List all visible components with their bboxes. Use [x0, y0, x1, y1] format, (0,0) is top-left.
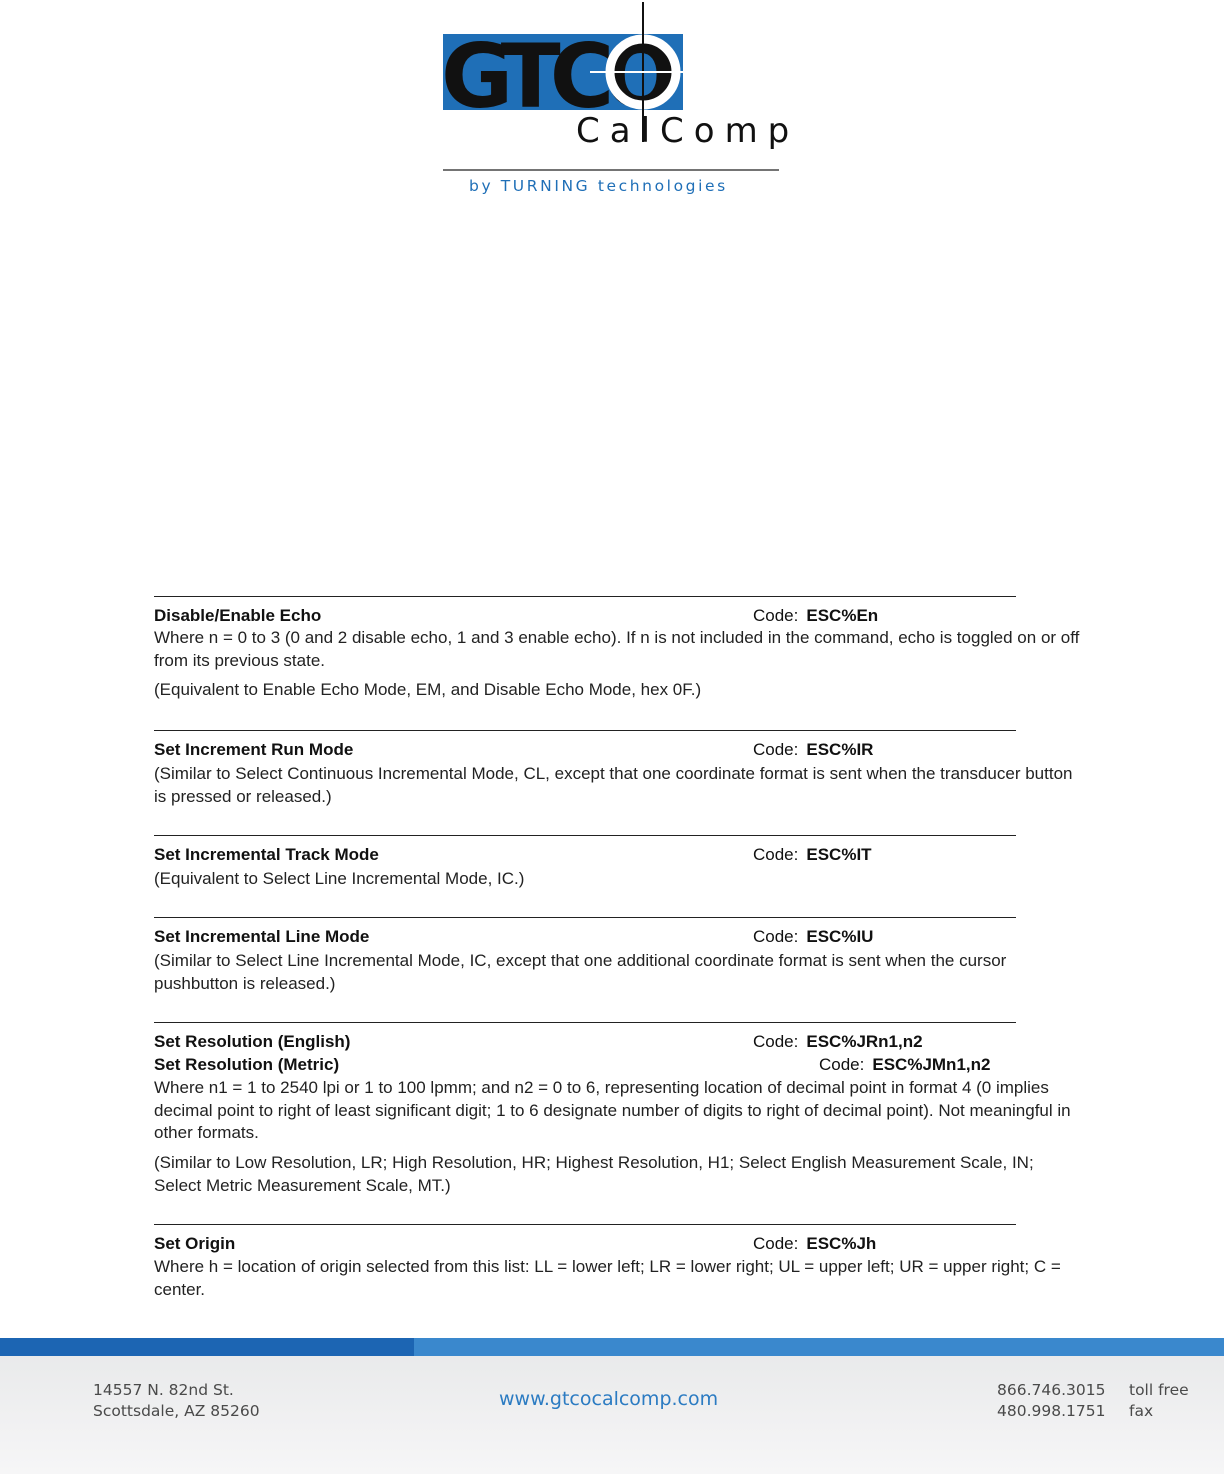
gtco-calcomp-logo-graphic	[440, 0, 790, 200]
section-code: Code: ESC%Jh	[753, 1234, 877, 1253]
section-code: Code: ESC%IU	[753, 927, 874, 946]
section-title: Set Incremental Line Mode	[154, 927, 370, 946]
command-code: ESC%JMn1,n2	[872, 1055, 991, 1074]
section-paragraph: (Equivalent to Enable Echo Mode, EM, and Disable Echo Mode, hex 0F.)	[154, 680, 702, 699]
section-paragraph: (Similar to Select Line Incremental Mode, IC, except that one additional coordinate format is sent when the cursor pushbutton is released.)	[154, 951, 1007, 993]
section-divider	[154, 596, 1016, 597]
command-code: ESC%JRn1,n2	[806, 1032, 923, 1051]
section-code: Code: ESC%IR	[753, 740, 874, 759]
footer-website-link[interactable]: www.gtcocalcomp.com	[499, 1388, 719, 1410]
command-code: ESC%En	[806, 606, 879, 625]
section-code: Code: ESC%En	[753, 606, 879, 625]
command-code: ESC%IU	[806, 927, 874, 946]
logo-tagline: by TURNING technologies	[469, 177, 728, 195]
phone-toll-free: 866.746.3015	[997, 1381, 1106, 1399]
command-code: ESC%IR	[806, 740, 874, 759]
section-code-metric: Code: ESC%JMn1,n2	[819, 1055, 991, 1074]
section-paragraph: Where h = location of origin selected from this list: LL = lower left; LR = lower right; UL = upper left; UR = upper right; C = center.	[154, 1257, 1061, 1299]
address-line-1: 14557 N. 82nd St.	[93, 1381, 234, 1399]
footer-phone-labels	[1129, 1380, 1189, 1422]
footer-address	[93, 1380, 260, 1422]
section-divider	[154, 835, 1016, 836]
footer-bar-light	[414, 1338, 1224, 1356]
fax-label: fax	[1129, 1402, 1154, 1420]
company-logo	[440, 0, 790, 200]
section-divider	[154, 730, 1016, 731]
section-divider	[154, 917, 1016, 918]
section-code: Code: ESC%IT	[753, 845, 872, 864]
footer-bar-dark	[0, 1338, 414, 1356]
command-code: ESC%IT	[806, 845, 872, 864]
section-paragraph: Where n = 0 to 3 (0 and 2 disable echo, 1 and 3 enable echo). If n is not included in the command, echo is toggled on or off from its previous state.	[154, 628, 1080, 670]
section-title: Set Resolution (English)	[154, 1032, 351, 1051]
section-title: Disable/Enable Echo	[154, 606, 322, 625]
section-paragraph: (Similar to Select Continuous Incremental Mode, CL, except that one coordinate format is sent when the transducer button is pressed or released.)	[154, 764, 1073, 806]
section-paragraph: (Similar to Low Resolution, LR; High Resolution, HR; Highest Resolution, H1; Select English Measurement Scale, IN; Select Metric Measurement Scale, MT.)	[154, 1153, 1034, 1195]
section-paragraph: (Equivalent to Select Line Incremental Mode, IC.)	[154, 869, 525, 888]
toll-free-label: toll free	[1129, 1381, 1189, 1399]
footer-phone-numbers	[997, 1380, 1105, 1422]
section-paragraph: Where n1 = 1 to 2540 lpi or 1 to 100 lpmm; and n2 = 0 to 6, representing location of decimal point in format 4 (0 implies decimal point to right of least significant digit; 1 to 6 designate number of digits to right of decimal point). Not meaningful in other formats.	[154, 1078, 1071, 1143]
phone-fax: 480.998.1751	[997, 1402, 1106, 1420]
section-divider	[154, 1022, 1016, 1023]
section-title: Set Incremental Track Mode	[154, 845, 379, 864]
section-title-metric: Set Resolution (Metric)	[154, 1055, 340, 1074]
section-code: Code: ESC%JRn1,n2	[753, 1032, 923, 1051]
logo-letters: GTCO	[441, 25, 668, 128]
command-code: ESC%Jh	[806, 1234, 877, 1253]
address-line-2: Scottsdale, AZ 85260	[93, 1402, 260, 1420]
logo-sub: CalComp	[576, 111, 790, 151]
section-title: Set Origin	[154, 1234, 236, 1253]
section-title: Set Increment Run Mode	[154, 740, 354, 759]
section-divider	[154, 1224, 1016, 1225]
